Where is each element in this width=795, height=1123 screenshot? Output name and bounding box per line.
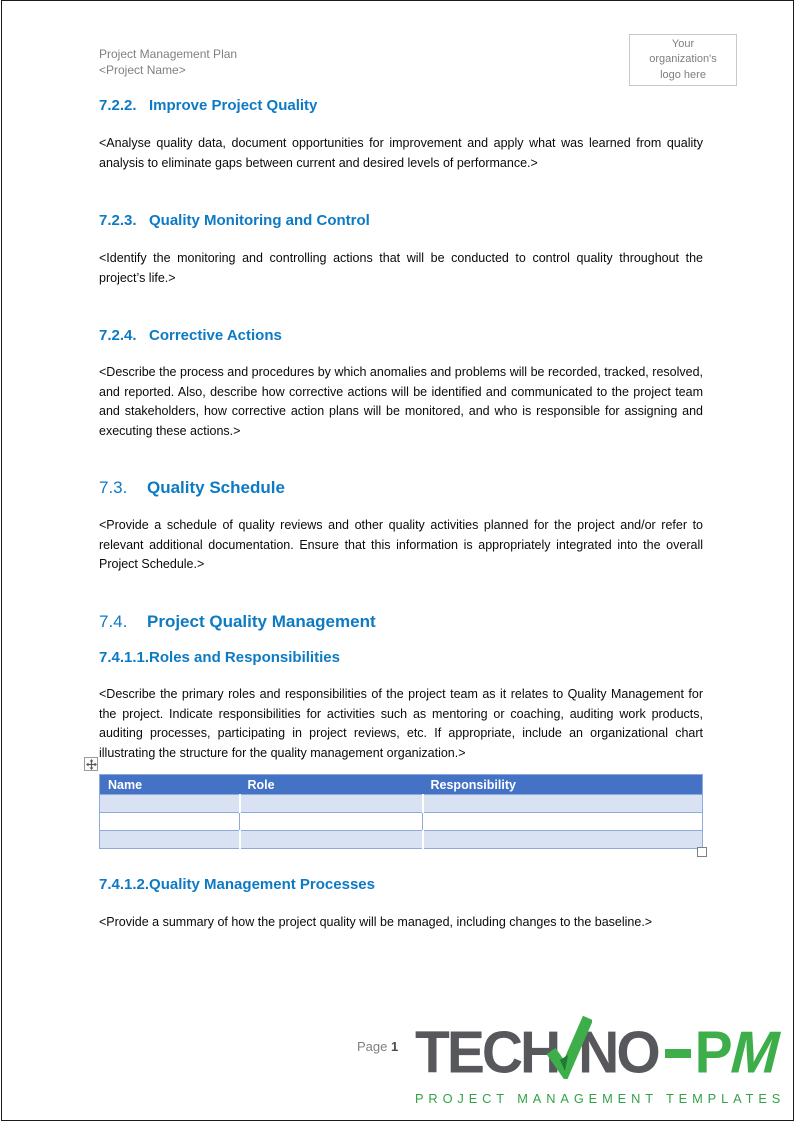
- heading-number: 7.2.2.: [99, 97, 137, 114]
- col-header-name: Name: [100, 775, 240, 795]
- logo-text-tech: TECH: [415, 1019, 559, 1086]
- heading-7-4-1-1: [99, 649, 719, 666]
- doc-title: Project Management Plan: [99, 47, 238, 61]
- heading-number: 7.4.1.2.: [99, 876, 150, 893]
- table-row: [100, 795, 703, 813]
- heading-number: 7.4.: [99, 612, 128, 631]
- table-cell[interactable]: [100, 795, 240, 813]
- doc-subtitle: <Project Name>: [99, 63, 186, 77]
- heading-7-2-4: [99, 327, 719, 344]
- heading-number: 7.2.3.: [99, 212, 137, 229]
- section-body-7-4-1-2: <Provide a summary of how the project quality will be managed, including changes to the baseline.>: [99, 915, 653, 929]
- section-body-7-2-3: <Identify the monitoring and controlling actions that will be conducted to control quality throughout the project’s life.>: [99, 251, 703, 285]
- logo-tagline: PROJECT MANAGEMENT TEMPLATES: [415, 1091, 786, 1106]
- table-cell[interactable]: [240, 795, 423, 813]
- col-header-role: Role: [240, 775, 423, 795]
- heading-title: Quality Management Processes: [149, 876, 375, 893]
- col-header-responsibility: Responsibility: [423, 775, 703, 795]
- table-row: [100, 831, 703, 849]
- table-cell[interactable]: [100, 813, 240, 831]
- table-cell[interactable]: [423, 795, 703, 813]
- document-page: [1, 0, 794, 1121]
- heading-title: Corrective Actions: [149, 327, 282, 344]
- table-row: [100, 813, 703, 831]
- heading-title: Roles and Responsibilities: [149, 649, 340, 666]
- heading-7-2-2: [99, 97, 719, 114]
- table-resize-handle-icon[interactable]: [697, 847, 707, 857]
- heading-number: 7.3.: [99, 478, 128, 497]
- logo-dash: [665, 1049, 691, 1058]
- logo-text-m: M: [723, 1019, 785, 1086]
- logo-text-p: P: [694, 1019, 730, 1086]
- heading-7-4: [99, 612, 719, 632]
- heading-number: 7.4.1.1.: [99, 649, 150, 666]
- table-cell[interactable]: [423, 831, 703, 849]
- table-cell[interactable]: [100, 831, 240, 849]
- heading-title: Quality Monitoring and Control: [149, 212, 370, 229]
- heading-7-2-3: [99, 212, 719, 229]
- page-number-value: 1: [391, 1039, 399, 1054]
- page-number: [357, 1039, 398, 1054]
- table-header-row: [100, 775, 703, 795]
- technopm-wordmark: [415, 1017, 787, 1089]
- roles-responsibilities-table: [99, 774, 702, 849]
- heading-title: Quality Schedule: [147, 478, 285, 497]
- section-body-7-4-1-1: <Describe the primary roles and responsibilities of the project team as it relates to Quality Management for the project. Indicate responsibilities for activities such as mentoring or coaching, auditing work products, auditing processes, participating in project reviews, etc. If appropriate, include an organizational chart illustrating the structure for the quality management organization.>: [99, 687, 703, 760]
- section-body-7-3: <Provide a schedule of quality reviews and other quality activities planned for the project and/or refer to relevant additional documentation. Ensure that this information is appropriately integrated into the overall Project Schedule.>: [99, 518, 703, 571]
- org-logo-placeholder[interactable]: Your organization's logo here: [629, 34, 737, 86]
- heading-7-3: [99, 478, 719, 498]
- table-cell[interactable]: [423, 813, 703, 831]
- technopm-logo: [415, 1017, 787, 1106]
- table-cell[interactable]: [240, 813, 423, 831]
- section-body-7-2-2: <Analyse quality data, document opportunities for improvement and apply what was learned from quality analysis to eliminate gaps between current and desired levels of performance.>: [99, 136, 703, 170]
- page-label: Page: [357, 1039, 388, 1054]
- table-move-handle-icon[interactable]: [84, 757, 98, 771]
- section-body-7-2-4: <Describe the process and procedures by which anomalies and problems will be recorded, tracked, resolved, and reported. Also, describe how corrective actions will be identified and communicated to the project team and stakeholders, how corrective action plans will be monitored, and who is responsible for assigning and executing these actions.>: [99, 365, 703, 438]
- heading-7-4-1-2: [99, 876, 719, 893]
- table-cell[interactable]: [240, 831, 423, 849]
- heading-title: Project Quality Management: [147, 612, 376, 631]
- logo-text-no: NO: [578, 1019, 658, 1086]
- checkmark-icon: [546, 1013, 592, 1079]
- move-arrows-icon: [86, 759, 97, 770]
- heading-number: 7.2.4.: [99, 327, 137, 344]
- doc-header: [99, 46, 237, 78]
- heading-title: Improve Project Quality: [149, 97, 318, 114]
